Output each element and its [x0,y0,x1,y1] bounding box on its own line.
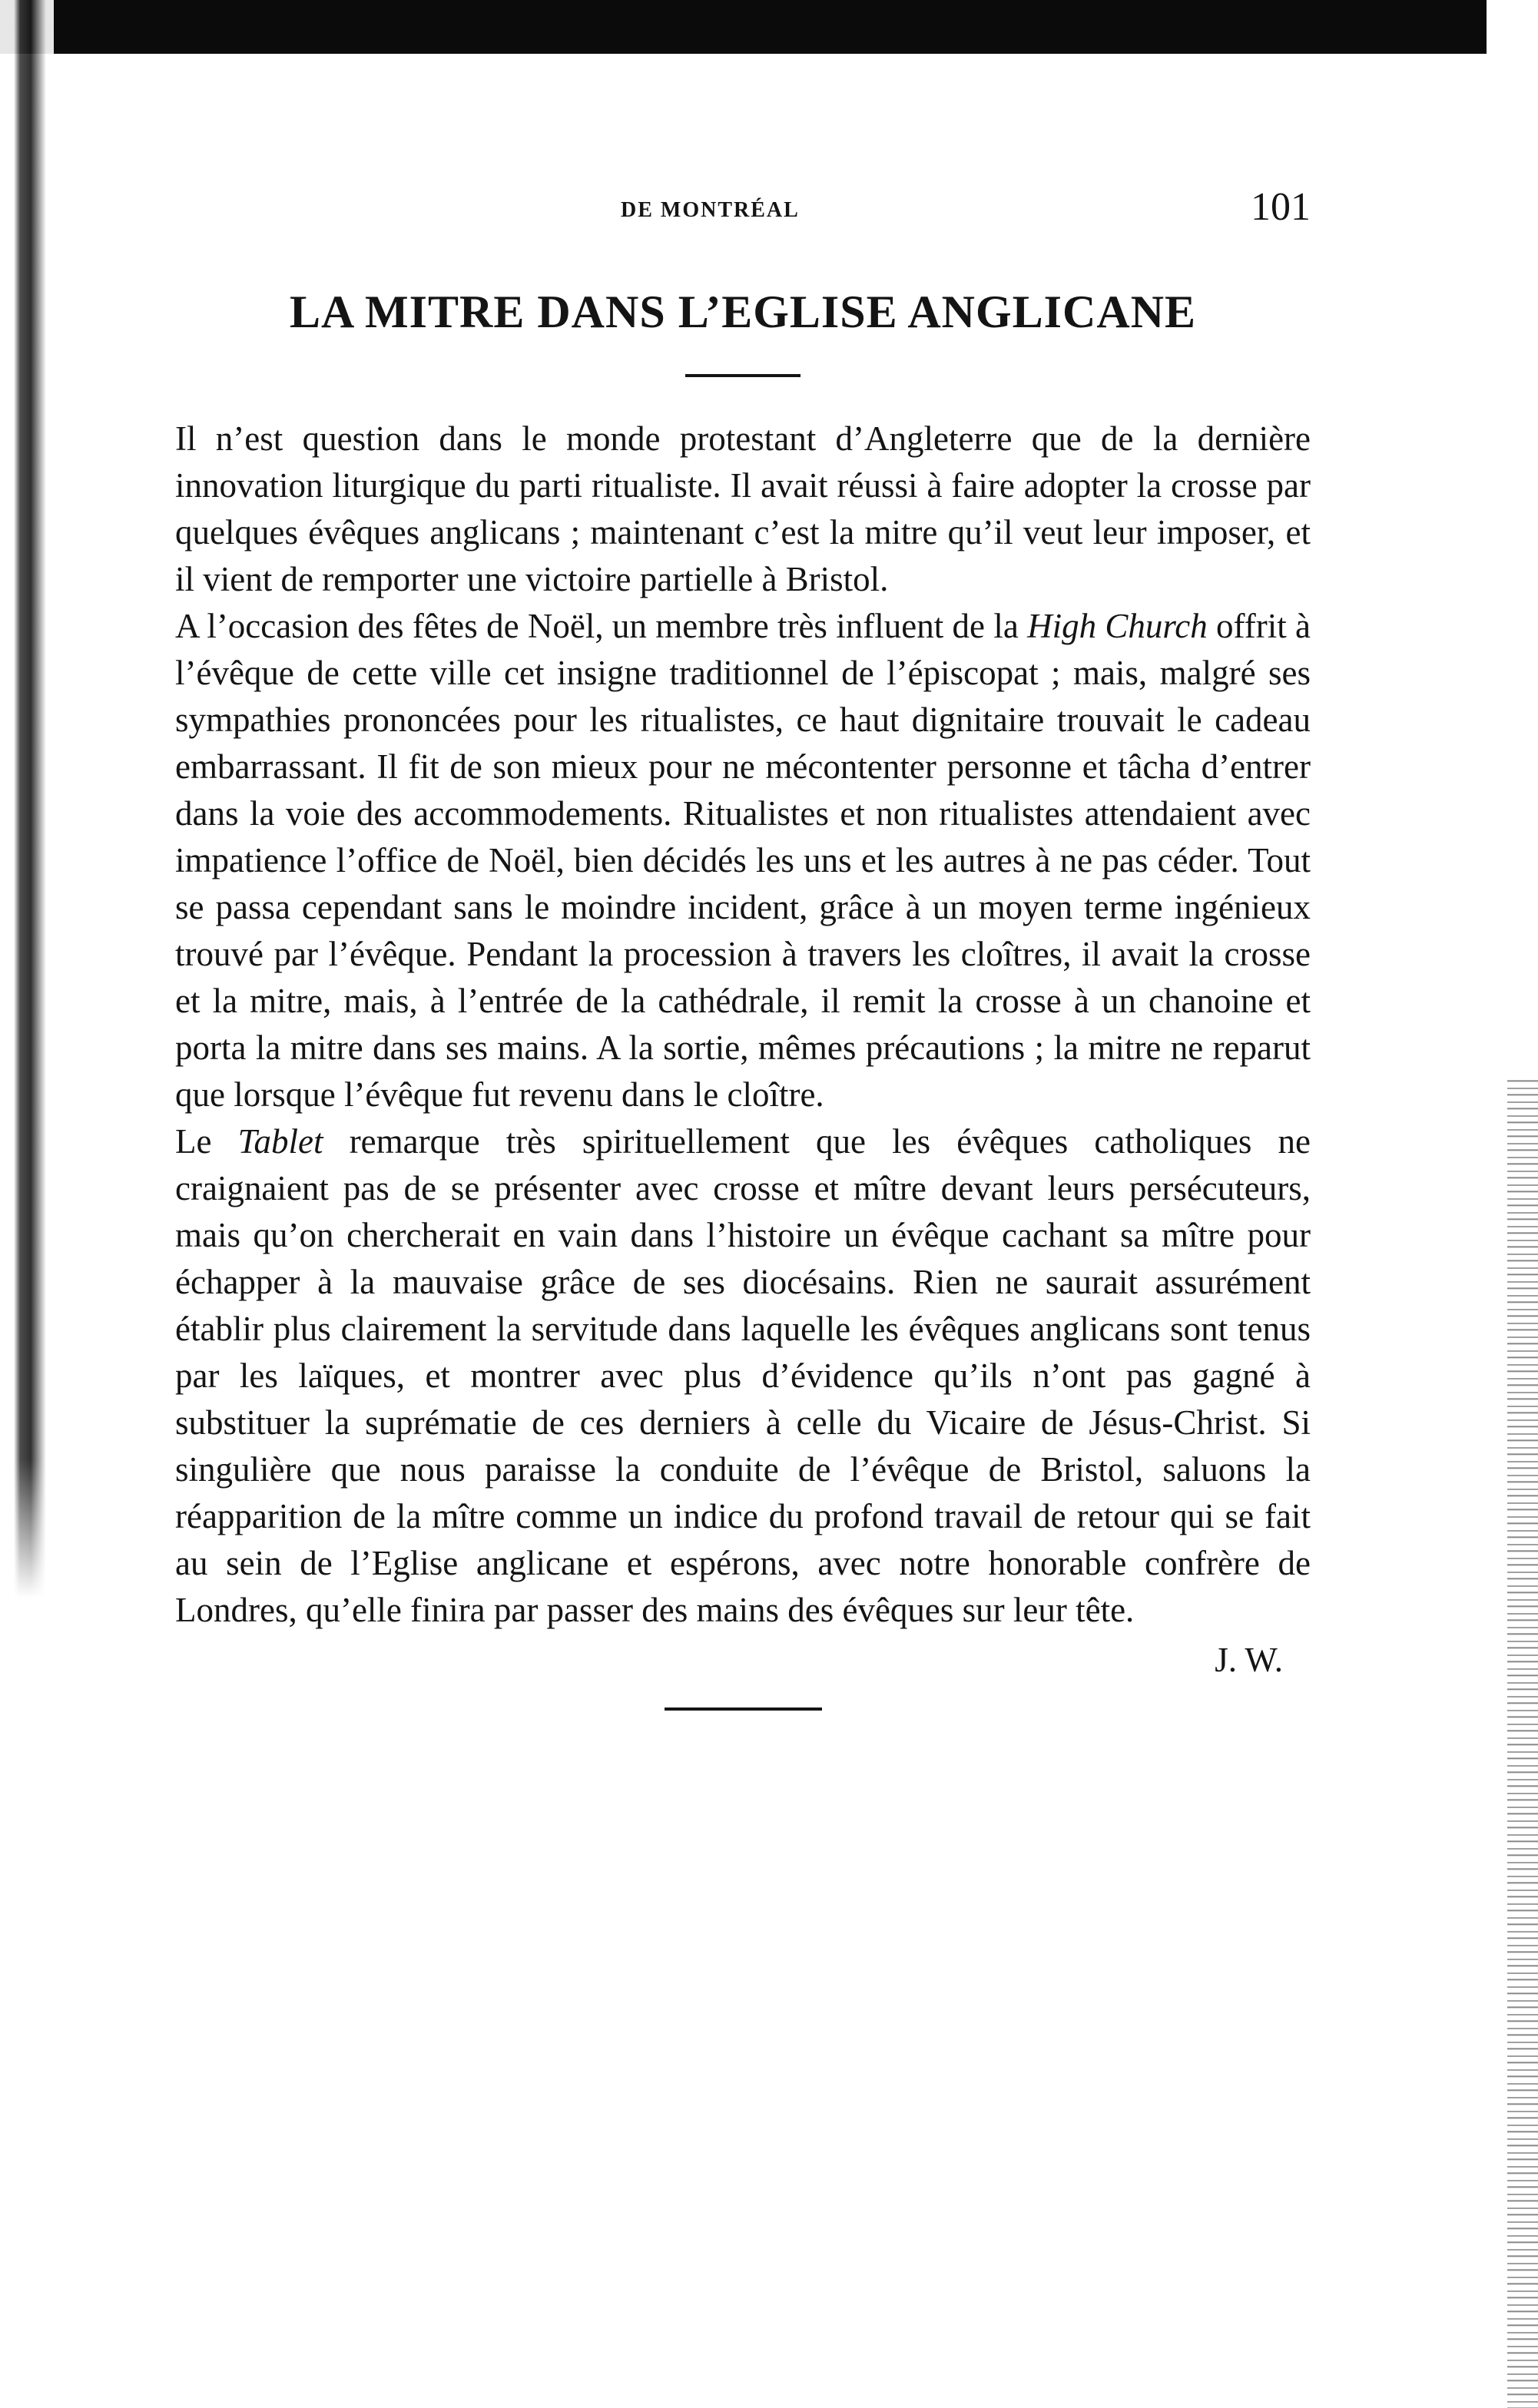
paragraph-3-rest: remarque très spirituellement que les évêques catholiques ne craignaient pas de se présenter avec crosse et mître devant leurs persécuteurs, mais qu’on chercherait en vain dans l’histoire un évêque cachant sa mître pour échapper à la mauvaise grâce de ses diocésains. Rien ne saurait assurément établir plus clairement la servitude dans laquelle les évêques anglicans sont tenus par les laïques, et montrer avec plus d’évidence qu’ils n’ont pas gagné à substituer la suprématie de ces derniers à celle du Vicaire de Jésus-Christ. Si singulière que nous paraisse la conduite de l’évêque de Bristol, saluons la réapparition de la mître comme un indice du profond travail de retour qui se fait au sein de l’Eglise anglicane et espérons, avec notre honorable confrère de Londres, qu’elle finira par passer des mains des évêques sur leur tête. [175,1122,1311,1629]
paragraph-2-lead: A l’occasion des fêtes de Noël, un membre très influent de la [175,607,1028,645]
signature: J. W. [1215,1641,1283,1679]
article-title: LA MITRE DANS L’EGLISE ANGLICANE [289,287,1197,337]
paragraph-3-lead: Le [175,1122,238,1161]
paragraph-2-italic: High Church [1027,607,1208,645]
end-rule [665,1707,822,1711]
running-head [175,184,1311,246]
paragraph-2-rest: offrit à l’évêque de cette ville cet insigne traditionnel de l’épiscopat ; mais, malgré ses sympathies prononcées pour les ritualistes, ce haut dignitaire trouvait le cadeau embarrassant. Il fit de son mieux pour ne mécontenter personne et tâcha d’entrer dans la voie des accommodements. Ritualistes et non ritualistes attendaient avec impatience l’office de Noël, bien décidés les uns et les autres à ne pas céder. Tout se passa cependant sans le moindre incident, grâce à un moyen terme ingénieux trouvé par l’évêque. Pendant la procession à travers les cloîtres, il avait la crosse et la mitre, mais, à l’entrée de la cathédrale, il remit la crosse à un chanoine et porta la mitre dans ses mains. A la sortie, mêmes précautions ; la mitre ne reparut que lorsque l’évêque fut revenu dans le cloître. [175,607,1311,1114]
paragraph-3-italic: Tablet [237,1122,323,1161]
running-title: DE MONTRÉAL [621,198,800,222]
paragraph-1: Il n’est question dans le monde protestant d’Angleterre que de la dernière innovation liturgique du parti ritualiste. Il avait réussi à faire adopter la crosse par quelques évêques anglicans ; maintenant c’est la mitre qu’il veut leur imposer, et il vient de remporter une victoire partielle à Bristol. [175,419,1311,598]
paragraph-3 [175,1118,1311,1634]
article-body [175,416,1311,1634]
paragraph-2 [175,603,1311,1118]
book-page [175,184,1311,1711]
scan-left-fade [0,1459,54,2408]
scan-right-edge-noise [1507,1075,1538,2408]
scan-top-border [0,0,1487,54]
title-rule [685,374,800,377]
page-number: 101 [1251,185,1311,229]
